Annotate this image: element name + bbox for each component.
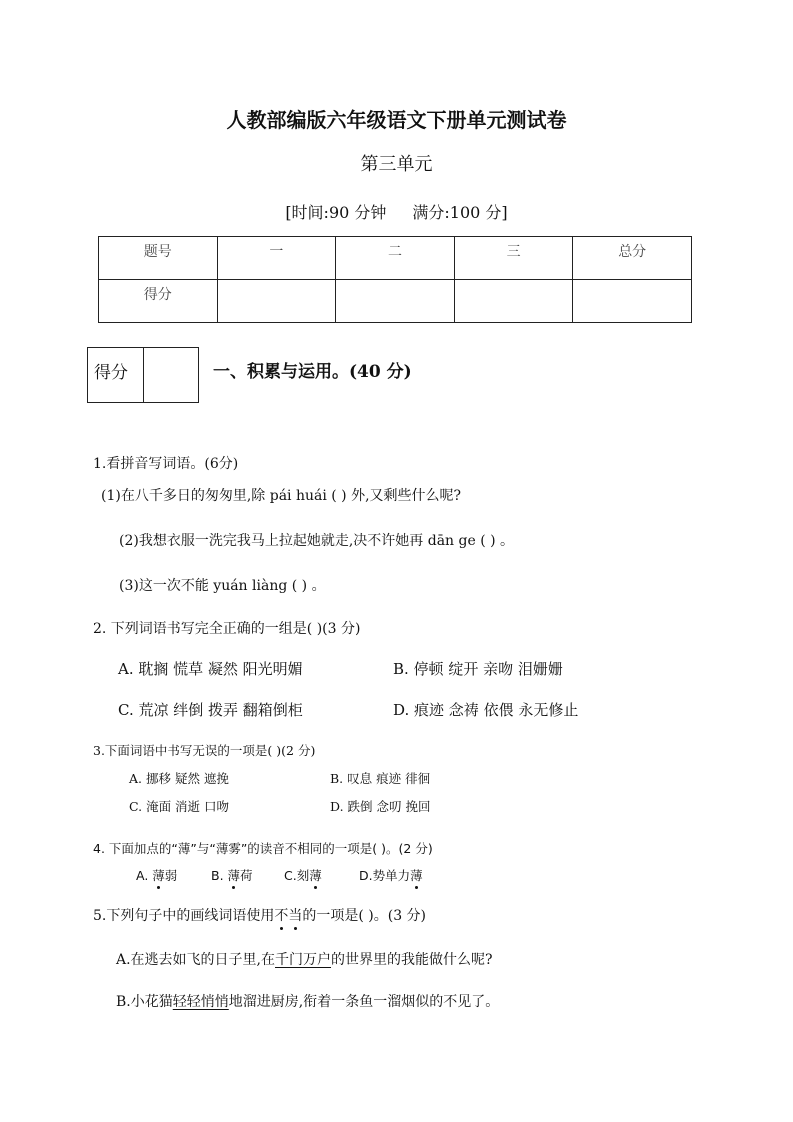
- q4-option-b: [211, 866, 253, 884]
- q5-b-end: 地溜进厨房,衔着一条鱼一溜烟似的不见了。: [228, 994, 500, 1010]
- q4-a-label: A.: [136, 868, 153, 883]
- score-cell[interactable]: [217, 280, 336, 323]
- q2-stem: 2. 下列词语书写完全正确的一组是( )(3 分): [93, 621, 361, 637]
- score-cell[interactable]: [454, 280, 573, 323]
- score-table-header: 总分: [573, 237, 692, 280]
- q4-option-c: [284, 866, 322, 884]
- q2-option-a: A. 耽搁 慌草 凝然 阳光明媚: [118, 660, 303, 678]
- q2-option-d: D. 痕迹 念祷 依偎 永无修止: [393, 701, 579, 719]
- q5-option-b: [116, 991, 499, 1011]
- q4-b-rest: 荷: [240, 868, 253, 883]
- q4-option-d: [359, 866, 423, 884]
- q5-b-underlined: 轻轻悄悄: [172, 994, 229, 1010]
- q5-dotted-char: 当: [288, 905, 302, 925]
- q3-option-a: A. 挪移 疑然 遮挽: [129, 771, 229, 786]
- score-table-score-row: [99, 280, 692, 323]
- q1-stem: 1.看拼音写词语。(6分): [93, 456, 239, 472]
- section-score-box: [87, 347, 199, 403]
- section-title: 一、积累与运用。(40 分): [213, 362, 412, 382]
- q5-a-start: A.在逃去如飞的日子里,在: [116, 952, 276, 968]
- score-table-header: 一: [217, 237, 336, 280]
- full-score-info: 满分:100 分]: [412, 203, 508, 222]
- time-info: [时间:90 分钟: [285, 203, 387, 222]
- score-table-row-label: 得分: [99, 280, 218, 323]
- section-score-label: 得分: [88, 348, 144, 403]
- score-cell[interactable]: [336, 280, 455, 323]
- q4-a-rest: 弱: [164, 868, 178, 883]
- q4-c-dotted-char: 薄: [309, 868, 322, 883]
- score-table-header: 三: [454, 237, 573, 280]
- time-score-info: [0, 200, 793, 223]
- q5-stem-start: 5.下列句子中的画线词语使用: [93, 908, 275, 924]
- q4-a-dotted-char: 薄: [152, 868, 165, 883]
- q4-c-label: C.刻: [284, 868, 310, 883]
- q2-option-c: C. 荒凉 绊倒 拨弄 翻箱倒柜: [118, 701, 303, 719]
- q4-b-label: B.: [211, 868, 228, 883]
- score-cell[interactable]: [573, 280, 692, 323]
- section-score-cell[interactable]: [143, 348, 199, 403]
- q3-option-b: B. 叹息 痕迹 徘徊: [330, 771, 431, 786]
- q2-option-b: B. 停顿 绽开 亲吻 泪姗姗: [393, 660, 563, 678]
- q5-dotted-char: 不: [274, 905, 288, 925]
- unit-title: 第三单元: [360, 154, 433, 175]
- q5-b-start: B.小花猫: [116, 994, 173, 1010]
- q4-d-dotted-char: 薄: [410, 868, 423, 883]
- q5-option-a: [116, 949, 493, 969]
- score-table-header: 题号: [99, 237, 218, 280]
- q1-sentence-2: (2)我想衣服一洗完我马上拉起她就走,决不许她再 dān ge ( ) 。: [119, 533, 515, 549]
- exam-title: 人教部编版六年级语文下册单元测试卷: [226, 108, 567, 132]
- q1-sentence-3: (3)这一次不能 yuán liàng ( ) 。: [119, 578, 326, 594]
- score-table-header-row: [99, 237, 692, 280]
- q5-a-underlined: 千门万户: [275, 952, 332, 968]
- score-table: [98, 236, 692, 323]
- q5-stem-end: 的一项是( )。(3 分): [302, 908, 427, 924]
- score-table-header: 二: [336, 237, 455, 280]
- q4-d-label: D.势单力: [359, 868, 411, 883]
- q4-option-a: [136, 866, 177, 884]
- q4-stem: 4. 下面加点的“薄”与“薄雾”的读音不相同的一项是( )。(2 分): [93, 841, 433, 856]
- q3-option-d: D. 跌倒 念叨 挽回: [330, 799, 431, 814]
- q3-option-c: C. 淹面 消逝 口吻: [129, 799, 230, 814]
- q4-b-dotted-char: 薄: [227, 868, 241, 883]
- q5-a-end: 的世界里的我能做什么呢?: [331, 952, 493, 968]
- q5-stem: [93, 905, 426, 925]
- q3-stem: 3.下面词语中书写无误的一项是( )(2 分): [93, 743, 316, 758]
- q1-sentence-1: (1)在八千多日的匆匆里,除 pái huái ( ) 外,又剩些什么呢?: [101, 488, 462, 504]
